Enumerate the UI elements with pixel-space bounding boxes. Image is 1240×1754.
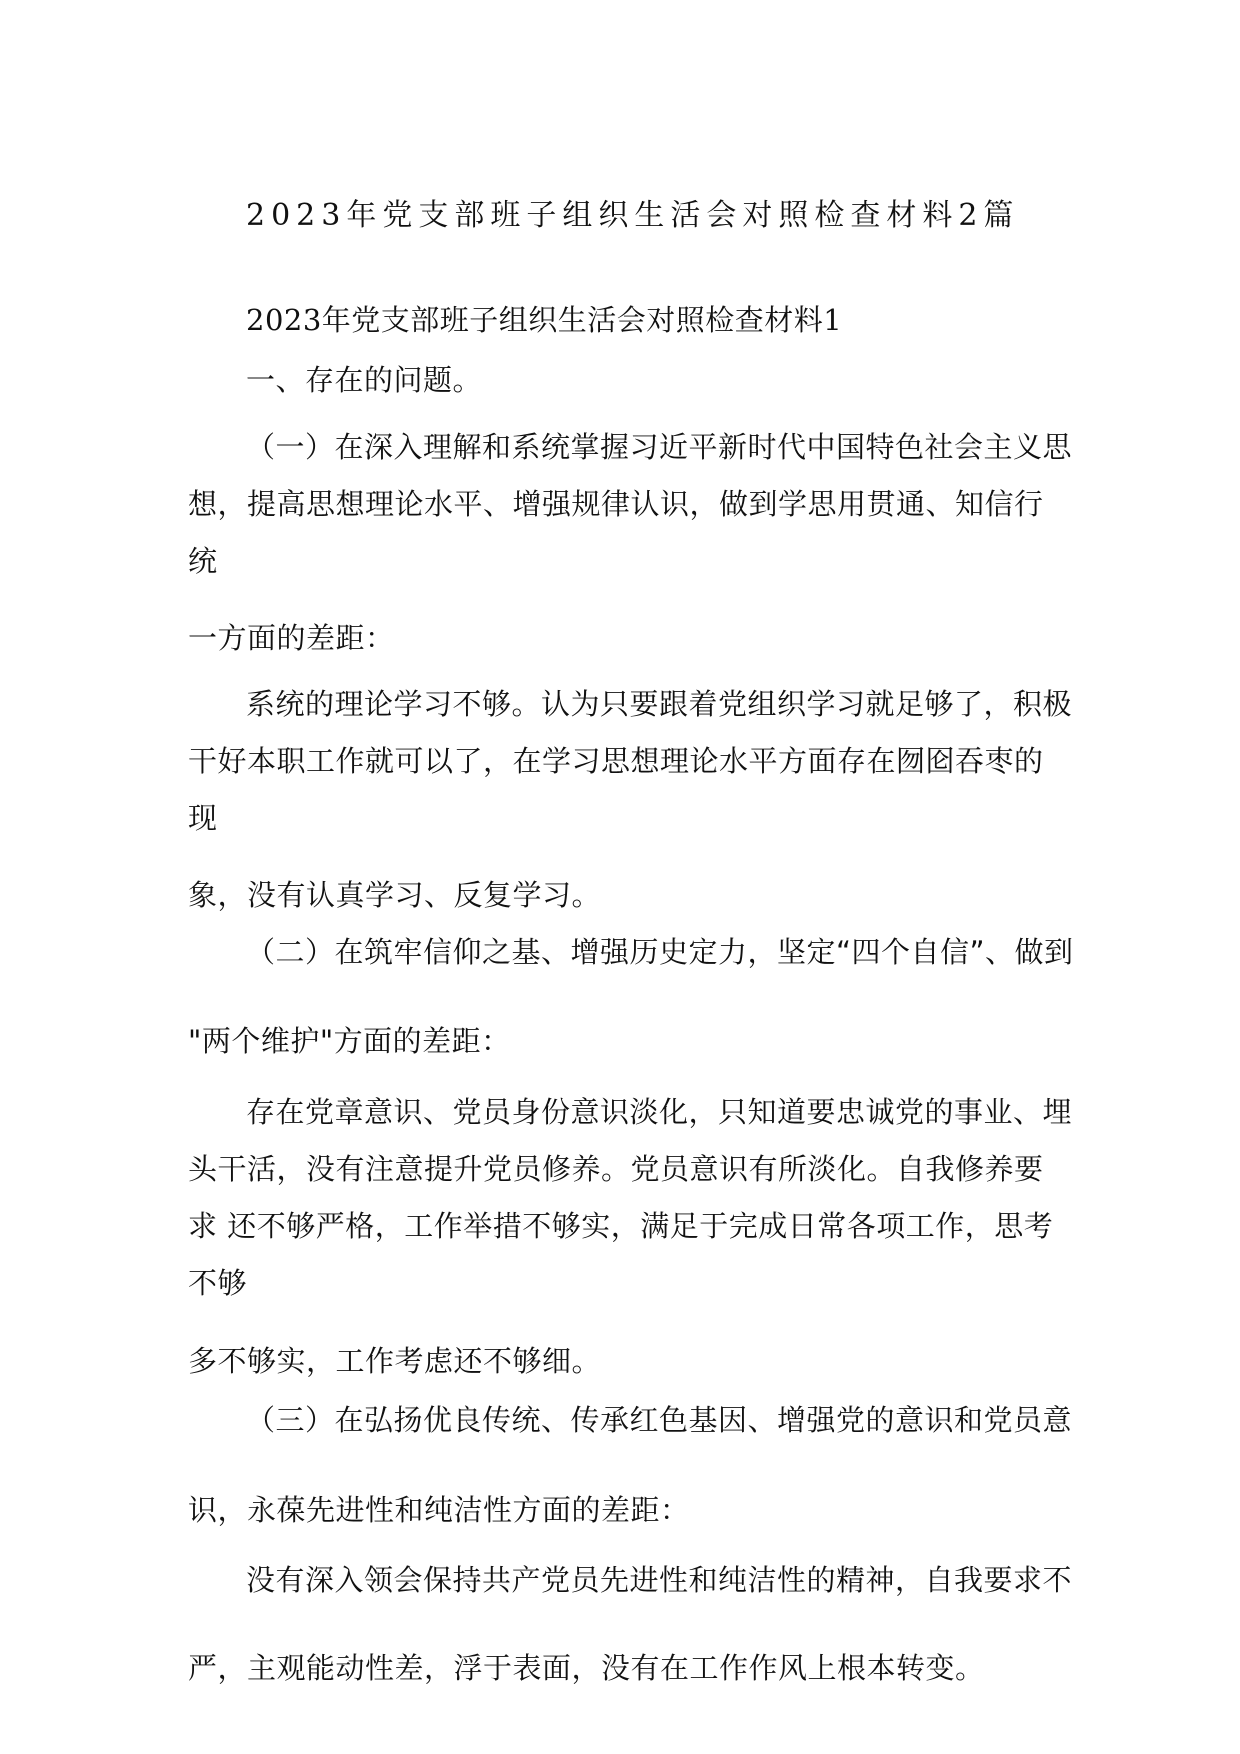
- paragraph-line: 求 还不够严格，工作举措不够实，满足于完成日常各项工作，思考: [188, 1209, 1054, 1243]
- paragraph-line: 一方面的差距：: [188, 621, 395, 655]
- section-heading: 一、存在的问题。: [246, 363, 483, 397]
- paragraph-line: 严，主观能动性差，浮于表面，没有在工作作风上根本转变。: [188, 1651, 985, 1685]
- paragraph-line: 存在党章意识、党员身份意识淡化，只知道要忠诚党的事业、埋: [246, 1095, 1073, 1129]
- paragraph-line: 头干活，没有注意提升党员修养。党员意识有所淡化。自我修养要: [188, 1152, 1044, 1186]
- paragraph-line: 现: [188, 801, 218, 835]
- paragraph-line: 统: [188, 544, 218, 578]
- paragraph-line: "两个维护"方面的差距：: [188, 1024, 511, 1058]
- paragraph-line: 系统的理论学习不够。认为只要跟着党组织学习就足够了，积极: [246, 687, 1073, 721]
- paragraph-line: （一）在深入理解和系统掌握习近平新时代中国特色社会主义思: [246, 430, 1073, 464]
- paragraph-line: （二）在筑牢信仰之基、增强历史定力，坚定“四个自信”、做到: [246, 935, 1074, 969]
- paragraph-line: 干好本职工作就可以了，在学习思想理论水平方面存在囫囵吞枣的: [188, 744, 1044, 778]
- paragraph-line: 识，永葆先进性和纯洁性方面的差距：: [188, 1493, 690, 1527]
- document-subtitle: 2023年党支部班子组织生活会对照检查材料1: [246, 303, 843, 337]
- paragraph-line: 象，没有认真学习、反复学习。: [188, 878, 602, 912]
- paragraph-line: 多不够实，工作考虑还不够细。: [188, 1344, 602, 1378]
- paragraph-line: （三）在弘扬优良传统、传承红色基因、增强党的意识和党员意: [246, 1403, 1073, 1437]
- document-title: 2023年党支部班子组织生活会对照检查材料2篇: [246, 198, 1020, 233]
- paragraph-line: 不够: [188, 1266, 248, 1300]
- paragraph-line: 想，提高思想理论水平、增强规律认识，做到学思用贯通、知信行: [188, 487, 1044, 521]
- paragraph-line: 没有深入领会保持共产党员先进性和纯洁性的精神，自我要求不: [246, 1563, 1073, 1597]
